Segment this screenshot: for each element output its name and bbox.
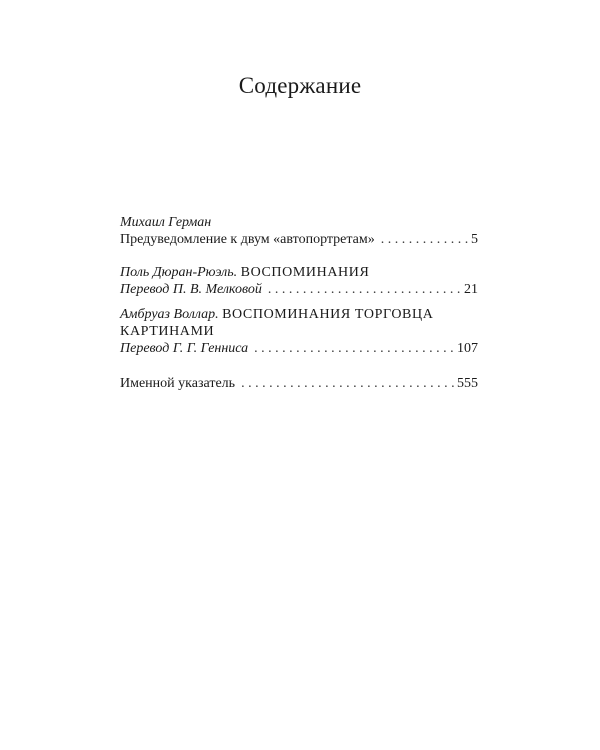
toc-entry-vollard: [120, 306, 478, 357]
entry-translator: Перевод П. В. Мелковой: [120, 282, 262, 297]
entry-title-continued: КАРТИНАМИ: [120, 324, 215, 339]
dot-leader: [254, 340, 454, 357]
toc-row[interactable]: [120, 375, 478, 392]
entry-author: Поль Дюран-Рюэль.: [120, 265, 238, 280]
toc-row[interactable]: [120, 281, 478, 298]
entry-title: ВОСПОМИНАНИЯ ТОРГОВЦА: [222, 307, 434, 322]
toc-entry-german: [120, 214, 478, 248]
entry-author: Амбруаз Воллар.: [120, 307, 219, 322]
entry-title: ВОСПОМИНАНИЯ: [240, 265, 370, 280]
page-title: Содержание: [238, 73, 362, 98]
toc-row[interactable]: [120, 231, 478, 248]
entry-title: Именной указатель: [120, 376, 236, 391]
page-number: 555: [457, 376, 478, 391]
page-number: 5: [471, 232, 478, 247]
page-number: 21: [464, 282, 478, 297]
toc-entry-index: [120, 375, 478, 392]
dot-leader: [381, 231, 468, 248]
entry-translator: Перевод Г. Г. Генниса: [120, 341, 249, 356]
entry-author: Михаил Герман: [120, 215, 212, 230]
entry-heading: [120, 264, 478, 281]
dot-leader: [241, 375, 454, 392]
page-number: 107: [457, 341, 478, 356]
toc-entry-durand-ruel: [120, 264, 478, 298]
dot-leader: [268, 281, 461, 298]
entry-title: Предуведомление к двум «автопортретам»: [120, 232, 375, 247]
entry-heading: [120, 306, 478, 323]
toc-row[interactable]: [120, 340, 478, 357]
